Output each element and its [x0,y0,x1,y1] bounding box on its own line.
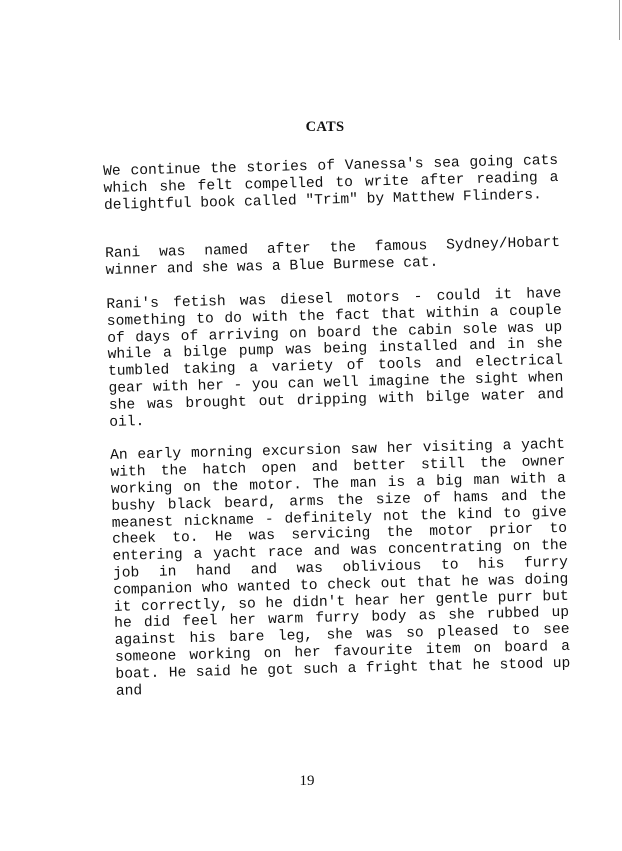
page-title: CATS [305,119,345,135]
article-body [103,153,571,700]
paragraph-rani-fetish: Rani's fetish was diesel motors - could it have something to do with the fact that within a couple of days of arriving on board the cabin sole was up while a bilge pump was being installed and in she tumbled taking a variety of tools and electrical gear with her - you can well imagine the sight when she was brought out dripping with bilge water and oil. [106,285,564,431]
page-edge-mark [619,0,620,40]
paragraph-morning-excursion: An early morning excursion saw her visiting a yacht with the hatch open and better still the owner working on the motor. The man is a big man with a bushy black beard, arms the size of hams and the meanest nickname - definitely not the kind to give cheek to. He was servicing the motor prior to entering a yacht race and was concentrating on the job in hand and was oblivious to his furry companion who wanted to check out that he was doing it correctly, so he didn't hear her gentle purr but he did feel her warm furry body as she rubbed up against his bare leg, she was so pleased to see someone working on her favourite item on board a boat. He said he got such a fright that he stood up and [109,437,571,700]
paragraph-rani-name: Rani was named after the famous Sydney/Hobart winner and she was a Blue Burmese cat. [105,235,561,280]
page-number: 19 [299,773,315,789]
paragraph-intro: We continue the stories of Vanessa's sea going cats which she felt compelled to write after reading a delightful book called "Trim" by Matthew Flinders. [103,152,559,214]
